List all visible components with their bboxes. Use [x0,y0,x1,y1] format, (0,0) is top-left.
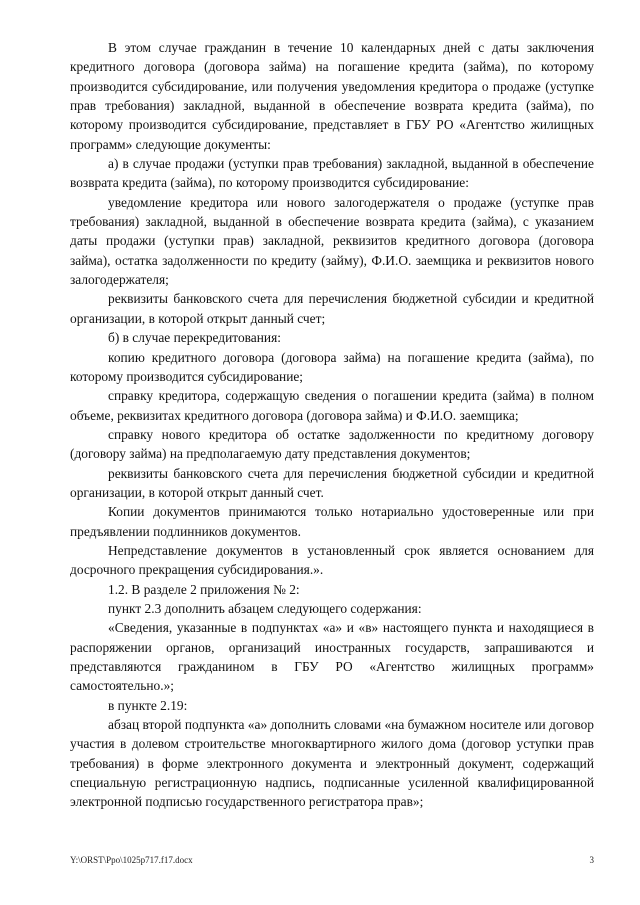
footer-page-number: 3 [589,855,594,865]
paragraph: 1.2. В разделе 2 приложения № 2: [108,581,300,597]
paragraph: Копии документов принимаются только нотариально удостоверенные или при предъявлении подлинников документов. [70,504,594,539]
paragraph: а) в случае продажи (уступки прав требования) закладной, выданной в обеспечение возврата кредита (займа), по которому производится субсидирование: [70,156,594,191]
footer-file-path: Y:\ORST\Ppo\1025p717.f17.docx [70,855,193,865]
paragraph: копию кредитного договора (договора займа) на погашение кредита (займа), по которому производится субсидирование; [70,349,594,384]
paragraph: В этом случае гражданин в течение 10 календарных дней с даты заключения кредитного договора (договора займа) на погашение кредита (займа), по которому производится субсидирование, или получения уведомления кредитора о продаже (уступке прав требования) закладной, выданной в обеспечение возврата кредита (займа), по которому производится субсидирование, представляет в ГБУ РО «Агентство жилищных программ» следующие документы: [70,40,594,152]
paragraph: справку нового кредитора об остатке задолженности по кредитному договору (договору займа) на предполагаемую дату представления документов; [70,426,594,462]
paragraph: «Сведения, указанные в подпунктах «а» и «в» настоящего пункта и находящиеся в распоряжении органов, организаций иностранных государств, запрашиваются и представляются гражданином в ГБУ РО «Агентство жилищных программ» самостоятельно.»; [70,620,594,694]
paragraph: б) в случае перекредитования: [108,330,281,346]
paragraph: справку кредитора, содержащую сведения о погашении кредита (займа) в полном объеме, реквизитах кредитного договора (договора займа) и Ф.И.О. заемщика; [70,388,594,423]
paragraph: Непредставление документов в установленный срок является основанием для досрочного прекращения субсидирования.». [70,542,594,578]
paragraph: реквизиты банковского счета для перечисления бюджетной субсидии и кредитной организации, в которой открыт данный счет; [70,291,594,326]
paragraph: абзац второй подпункта «а» дополнить словами «на бумажном носителе или договор участия в долевом строительстве многоквартирного жилого дома (договор уступки прав требования) в форме электронного документа и электронный документ, содержащий специальную регистрационную надпись, подписанные усиленной квалифицированной электронной подписью государственного регистратора прав»; [70,717,594,810]
paragraph: в пункте 2.19: [108,697,188,713]
paragraph: уведомление кредитора или нового залогодержателя о продаже (уступке прав требования) закладной, выданной в обеспечение возврата кредита (займа), с указанием даты продажи (уступки прав) закладной, реквизитов кредитного договора (договора займа), остатка задолженности по кредиту (займу), Ф.И.О. заемщика и реквизитов нового залогодержателя; [70,194,594,288]
document-body [70,38,594,812]
paragraph: пункт 2.3 дополнить абзацем следующего содержания: [108,600,422,616]
paragraph: реквизиты банковского счета для перечисления бюджетной субсидии и кредитной организации, в которой открыт данный счет. [70,465,594,500]
